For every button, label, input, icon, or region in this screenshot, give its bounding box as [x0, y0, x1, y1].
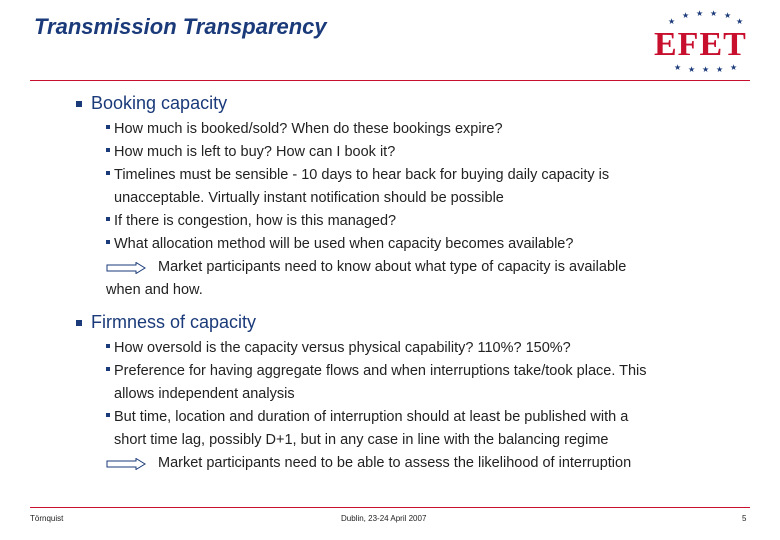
- list-item: [106, 337, 647, 360]
- square-bullet-icon: [76, 320, 82, 326]
- conclusion: [106, 452, 647, 475]
- list-item: [106, 233, 626, 256]
- bullet-icon: [106, 344, 110, 348]
- arrow-right-icon: [106, 262, 146, 274]
- item-text-continued: unacceptable. Virtually instant notification should be possible: [114, 190, 504, 206]
- item-text: Preference for having aggregate flows and when interruptions take/took place. This: [114, 363, 647, 379]
- item-text: How oversold is the capacity versus physical capability? 110%? 150%?: [114, 340, 571, 356]
- list-item: [106, 360, 647, 406]
- section-firmness-of-capacity: [76, 312, 647, 475]
- bullet-icon: [106, 217, 110, 221]
- arrow-right-icon: [106, 458, 146, 470]
- item-text-continued: short time lag, possibly D+1, but in any case in line with the balancing regime: [114, 432, 609, 448]
- efet-logo: ★ ★ ★ ★ ★ ★ EFET ★ ★ ★ ★ ★: [654, 9, 747, 74]
- conclusion-text: Market participants need to know about what type of capacity is available: [158, 259, 627, 275]
- list-item: [106, 141, 626, 164]
- list-item: [106, 406, 647, 452]
- item-text: But time, location and duration of interruption should at least be published with a: [114, 409, 629, 425]
- item-text: How much is left to buy? How can I book it?: [114, 144, 396, 160]
- footer-event: Dublin, 23-24 April 2007: [341, 514, 427, 523]
- list-item: [106, 210, 626, 233]
- page-title: Transmission Transparency: [34, 14, 327, 39]
- bullet-icon: [106, 413, 110, 417]
- list-item: [106, 118, 626, 141]
- bullet-icon: [106, 125, 110, 129]
- item-text: What allocation method will be used when capacity becomes available?: [114, 236, 574, 252]
- list-item: [106, 164, 626, 210]
- bullet-icon: [106, 367, 110, 371]
- section-heading-text: Booking capacity: [91, 93, 228, 113]
- section-booking-capacity: [76, 93, 626, 302]
- item-text: If there is congestion, how is this managed?: [114, 213, 397, 229]
- footer-author: Törnquist: [30, 514, 64, 523]
- item-text-continued: allows independent analysis: [114, 386, 295, 402]
- conclusion: [106, 256, 626, 279]
- item-text: How much is booked/sold? When do these bookings expire?: [114, 121, 503, 137]
- header-rule: [30, 80, 750, 81]
- logo-text: EFET: [654, 26, 747, 63]
- conclusion-text-continued: when and how.: [106, 282, 203, 298]
- square-bullet-icon: [76, 101, 82, 107]
- bullet-icon: [106, 148, 110, 152]
- footer-rule: [30, 507, 750, 508]
- conclusion-text: Market participants need to be able to assess the likelihood of interruption: [158, 455, 632, 471]
- section-heading: [76, 312, 647, 333]
- section-heading: [76, 93, 626, 114]
- item-text: Timelines must be sensible - 10 days to hear back for buying daily capacity is: [114, 167, 610, 183]
- page-number: 5: [742, 514, 747, 523]
- section-heading-text: Firmness of capacity: [91, 312, 257, 332]
- bullet-icon: [106, 240, 110, 244]
- bullet-icon: [106, 171, 110, 175]
